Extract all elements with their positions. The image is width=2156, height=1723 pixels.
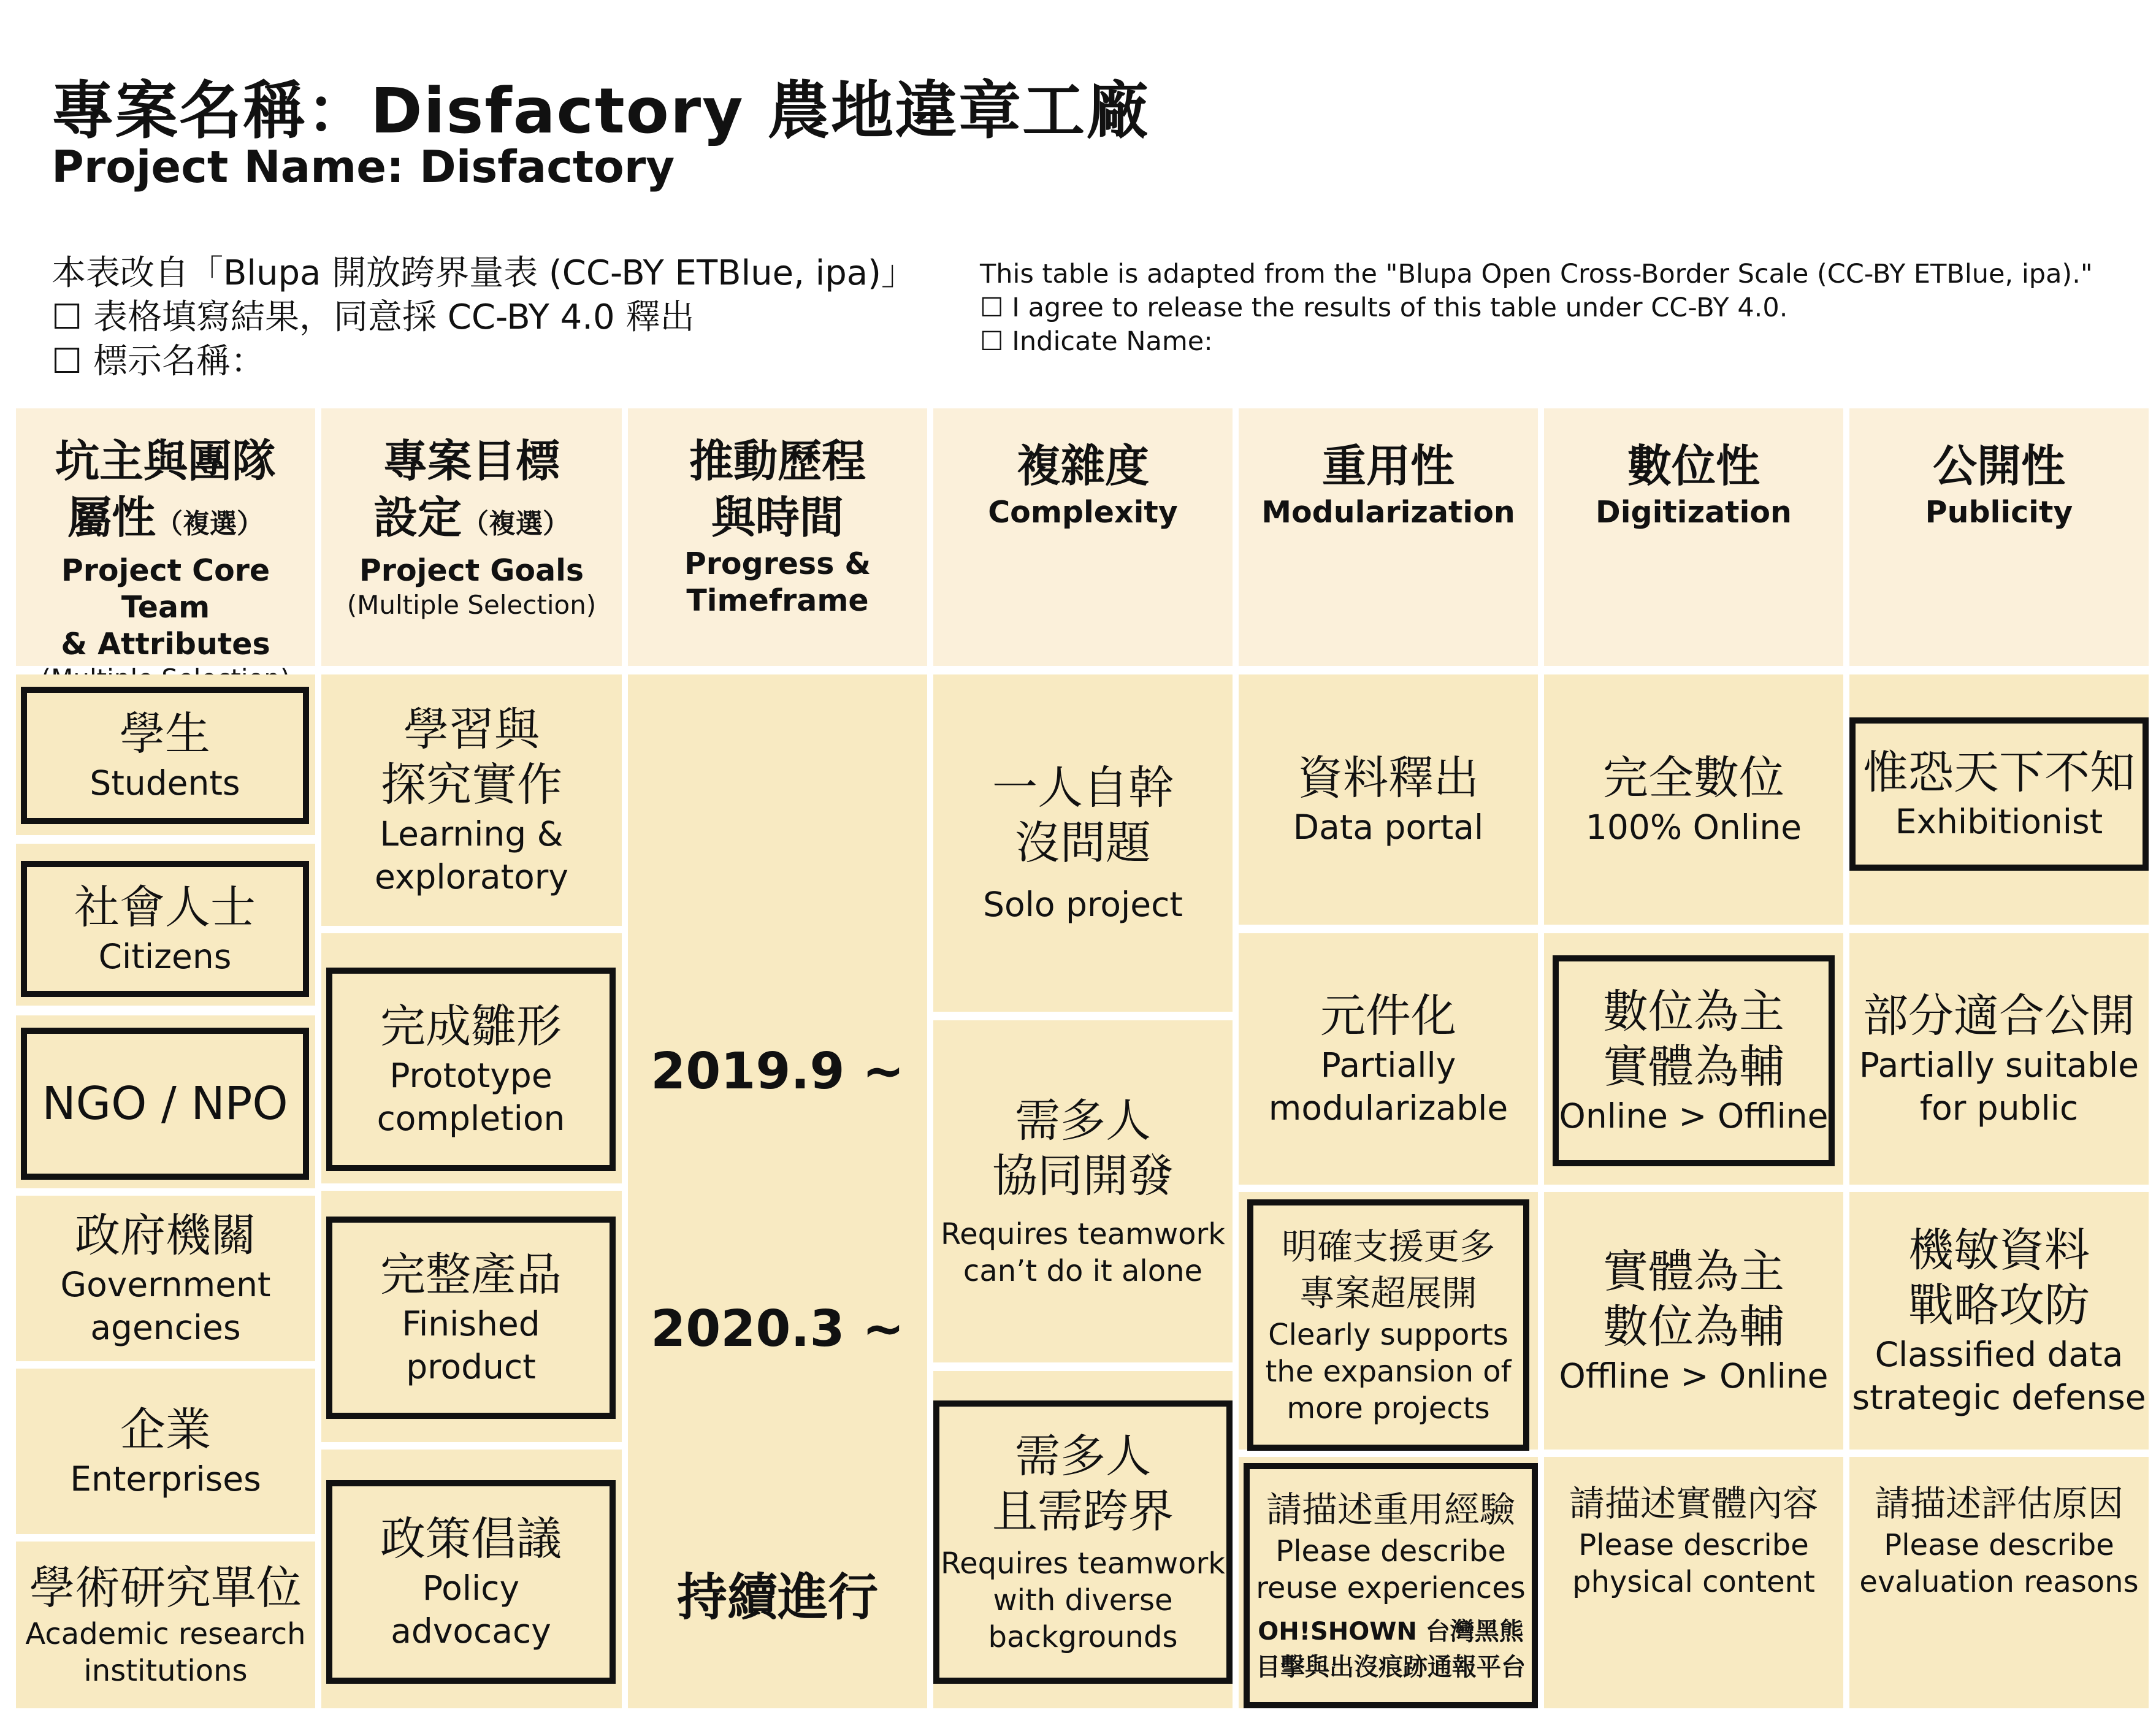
timeline-date: 2019.9 ~	[651, 1042, 904, 1101]
publicity-label-zh1: 惟恐天下不知	[1863, 746, 2135, 799]
goal-cell[interactable]	[321, 1450, 622, 1708]
header-goals-en1: Project Goals	[359, 553, 584, 588]
publicity-label-en1: Classified data	[1875, 1335, 2124, 1374]
publicity-label-zh2: 戰略攻防	[1908, 1279, 2090, 1332]
modularization-option[interactable]	[1239, 674, 1538, 925]
team-label-en: Government agencies	[60, 1265, 271, 1347]
header-publicity-en: Publicity	[1925, 495, 2073, 530]
complexity-option[interactable]	[933, 674, 1233, 1012]
header-goals-zh1: 專案目標	[383, 435, 560, 487]
complexity-label-en1: Requires teamwork	[940, 1217, 1226, 1251]
publicity-label-en2: for public	[1919, 1088, 2079, 1128]
digitization-label-en1: Please describe	[1578, 1528, 1809, 1562]
header-progress	[628, 408, 927, 666]
header-team	[16, 408, 315, 666]
publicity-label-en1: Partially suitable	[1859, 1045, 2139, 1085]
goal-cell[interactable]	[321, 1191, 622, 1442]
header-goals	[321, 408, 622, 666]
header-complexity-zh: 複雜度	[1016, 440, 1149, 492]
complexity-label-zh2: 且需跨界	[992, 1485, 1174, 1538]
team-label-zh: 學術研究單位	[29, 1562, 302, 1614]
modularization-label-en3: more projects	[1286, 1391, 1490, 1426]
digitization-option[interactable]	[1544, 1192, 1843, 1450]
digitization-label-zh1: 數位為主	[1603, 985, 1784, 1038]
modularization-label-en2: modularizable	[1268, 1088, 1508, 1128]
modularization-label-en2: the expansion of	[1265, 1354, 1512, 1389]
team-option-selected[interactable]	[21, 687, 309, 824]
goal-label-zh1: 政策倡議	[380, 1513, 562, 1565]
header-digitization	[1544, 408, 1843, 666]
header-progress-en2: Timeframe	[686, 583, 869, 618]
license-agree-checkbox-en[interactable]: ☐ I agree to release the results of this table under CC-BY 4.0.	[980, 292, 1788, 323]
team-cell[interactable]	[16, 844, 315, 1006]
digitization-label-zh1: 完全數位	[1603, 752, 1784, 804]
header-team-zh2: 屬性	[67, 492, 156, 543]
goal-cell[interactable]	[321, 933, 622, 1183]
modularization-cell[interactable]	[1239, 1192, 1538, 1450]
license-name-checkbox-zh[interactable]: ☐ 標示名稱：	[52, 342, 266, 381]
team-cell[interactable]	[16, 1015, 315, 1188]
digitization-option[interactable]	[1544, 1457, 1843, 1708]
complexity-label-zh2: 協同開發	[992, 1150, 1174, 1202]
goal-label-en2: advocacy	[391, 1611, 551, 1651]
timeline-date: 2020.3 ~	[651, 1300, 904, 1358]
team-option-selected[interactable]	[21, 861, 309, 997]
digitization-label-en2: physical content	[1572, 1565, 1815, 1599]
goal-label-en2: product	[406, 1347, 536, 1386]
digitization-label-zh1: 請描述實體內容	[1569, 1483, 1818, 1524]
team-cell[interactable]	[16, 674, 315, 835]
modularization-reuse-note1: OH!SHOWN 台灣黑熊	[1258, 1618, 1524, 1646]
digitization-label-zh2: 實體為輔	[1603, 1041, 1784, 1093]
modularization-label-en1: Partially	[1320, 1045, 1456, 1085]
timeline-column	[628, 674, 927, 1708]
publicity-label-zh1: 部分適合公開	[1863, 990, 2135, 1042]
digitization-option-selected[interactable]	[1553, 955, 1835, 1166]
digitization-cell[interactable]	[1544, 933, 1843, 1185]
publicity-label-en2: evaluation reasons	[1859, 1565, 2139, 1599]
complexity-cell[interactable]	[933, 1371, 1233, 1708]
modularization-label-en1: Please describe	[1275, 1534, 1506, 1568]
header-progress-zh2: 與時間	[711, 492, 844, 543]
goal-option-selected[interactable]	[326, 1480, 616, 1684]
modularization-reuse-note2: 目擊與出沒痕跡通報平台	[1256, 1653, 1526, 1681]
complexity-option-selected[interactable]	[933, 1400, 1233, 1684]
team-label-zh: 企業	[120, 1404, 211, 1456]
header-digitization-zh: 數位性	[1627, 440, 1760, 492]
complexity-option[interactable]	[933, 1020, 1233, 1362]
header-publicity	[1849, 408, 2149, 666]
modularization-option[interactable]	[1239, 933, 1538, 1185]
license-agree-checkbox-zh[interactable]: ☐ 表格填寫結果，同意採 CC-BY 4.0 釋出	[52, 297, 695, 337]
complexity-label-zh1: 需多人	[1015, 1430, 1151, 1483]
goal-label-zh2: 探究實作	[381, 758, 562, 811]
digitization-label-en1: Online > Offline	[1559, 1096, 1829, 1136]
modularization-option-selected[interactable]	[1247, 1199, 1529, 1451]
publicity-option[interactable]	[1849, 1192, 2149, 1450]
digitization-label-zh2: 數位為輔	[1603, 1301, 1784, 1353]
header-complexity	[933, 408, 1233, 666]
team-label-en: Students	[90, 763, 240, 803]
team-label-en: Citizens	[98, 937, 232, 976]
goal-option[interactable]	[321, 674, 622, 926]
license-notice-en	[980, 258, 2093, 359]
license-source-zh: 本表改自「Blupa 開放跨界量表 (CC-BY ETBlue, ipa)」	[52, 253, 916, 293]
header-publicity-zh: 公開性	[1932, 440, 2065, 492]
header-complexity-en: Complexity	[988, 495, 1178, 530]
complexity-label-en2: with diverse	[993, 1583, 1173, 1618]
modularization-label-en2: reuse experiences	[1256, 1571, 1526, 1605]
modularization-label-en1: Data portal	[1293, 808, 1484, 847]
complexity-label-en2: can’t do it alone	[963, 1254, 1203, 1288]
goal-label-en1: Prototype	[389, 1056, 552, 1095]
team-label-zh: 政府機關	[75, 1209, 256, 1262]
digitization-label-zh1: 實體為主	[1603, 1245, 1784, 1298]
goal-label-en2: completion	[377, 1099, 565, 1138]
license-source-en: This table is adapted from the "Blupa Open Cross-Border Scale (CC-BY ETBlue, ipa)."	[980, 259, 2093, 289]
goal-label-en1: Policy	[422, 1568, 520, 1608]
header-goals-en-note: (Multiple Selection)	[346, 590, 597, 620]
modularization-label-zh1: 明確支援更多	[1281, 1226, 1495, 1267]
digitization-label-en1: 100% Online	[1585, 808, 1802, 847]
digitization-label-en1: Offline > Online	[1559, 1356, 1829, 1396]
team-label-zh: 社會人士	[74, 881, 256, 934]
publicity-label-en1: Exhibitionist	[1895, 802, 2103, 841]
header-goals-zh2: 設定	[373, 492, 462, 543]
complexity-label-en1: Solo project	[983, 885, 1183, 924]
header-team-zh1: 坑主與團隊	[55, 435, 276, 487]
license-name-checkbox-en[interactable]: ☐ Indicate Name:	[980, 326, 1213, 357]
header-team-en1: Project Core Team	[61, 553, 270, 625]
goal-option-selected[interactable]	[326, 968, 616, 1171]
publicity-label-en1: Please describe	[1884, 1528, 2114, 1562]
header-team-note: （複選）	[156, 508, 264, 540]
goal-label-zh1: 完成雛形	[380, 1000, 562, 1053]
header-goals-note: （複選）	[462, 508, 570, 540]
page-title: 專案名稱：Disfactory 農地違章工廠	[52, 75, 1150, 148]
publicity-label-zh1: 機敏資料	[1908, 1224, 2090, 1277]
team-option-selected[interactable]	[21, 1028, 309, 1180]
digitization-option[interactable]	[1544, 674, 1843, 925]
team-option[interactable]	[16, 1369, 315, 1534]
team-label-zh: NGO / NPO	[42, 1077, 288, 1130]
publicity-option-selected[interactable]	[1849, 717, 2149, 871]
team-label-en: Academic research institutions	[25, 1617, 306, 1688]
header-progress-zh1: 推動歷程	[689, 435, 866, 487]
modularization-label-zh2: 專案超展開	[1299, 1272, 1477, 1314]
complexity-label-zh2: 沒問題	[1015, 817, 1151, 869]
header-progress-en1: Progress &	[684, 546, 871, 581]
publicity-label-en2: strategic defense	[1852, 1378, 2146, 1417]
header-team-en2: & Attributes	[61, 627, 270, 662]
team-label-en: Enterprises	[70, 1459, 261, 1499]
publicity-option[interactable]	[1849, 1457, 2149, 1708]
team-label-zh: 學生	[120, 708, 210, 760]
header-digitization-en: Digitization	[1596, 495, 1792, 530]
publicity-label-zh1: 請描述評估原因	[1874, 1483, 2124, 1524]
complexity-label-zh1: 一人自幹	[992, 762, 1174, 814]
modularization-label-zh1: 資料釋出	[1298, 752, 1479, 804]
publicity-option[interactable]	[1849, 933, 2149, 1185]
complexity-label-en3: backgrounds	[988, 1620, 1178, 1654]
goal-label-zh1: 學習與	[403, 703, 540, 756]
header-modularization-en: Modularization	[1261, 495, 1515, 530]
team-option[interactable]	[16, 1542, 315, 1708]
header-modularization	[1239, 408, 1538, 666]
modularization-label-en1: Clearly supports	[1268, 1318, 1508, 1352]
goal-label-en1: Learning &	[380, 814, 564, 854]
goal-label-en1: Finished	[402, 1304, 540, 1343]
complexity-label-zh1: 需多人	[1015, 1095, 1151, 1147]
publicity-cell[interactable]	[1849, 674, 2149, 925]
timeline-status: 持續進行	[676, 1568, 878, 1627]
page-subtitle: Project Name: Disfactory	[52, 141, 675, 193]
modularization-cell[interactable]	[1239, 1457, 1538, 1708]
modularization-label-zh1: 請描述重用經驗	[1266, 1489, 1515, 1530]
modularization-label-zh1: 元件化	[1320, 990, 1456, 1042]
license-notice-zh	[52, 251, 916, 384]
goal-option-selected[interactable]	[326, 1217, 616, 1419]
goal-label-en2: exploratory	[375, 857, 568, 896]
goal-label-zh1: 完整產品	[380, 1248, 562, 1301]
header-modularization-zh: 重用性	[1321, 440, 1455, 492]
modularization-option-selected[interactable]	[1244, 1463, 1538, 1708]
team-option[interactable]	[16, 1196, 315, 1361]
complexity-label-en1: Requires teamwork	[940, 1546, 1226, 1581]
